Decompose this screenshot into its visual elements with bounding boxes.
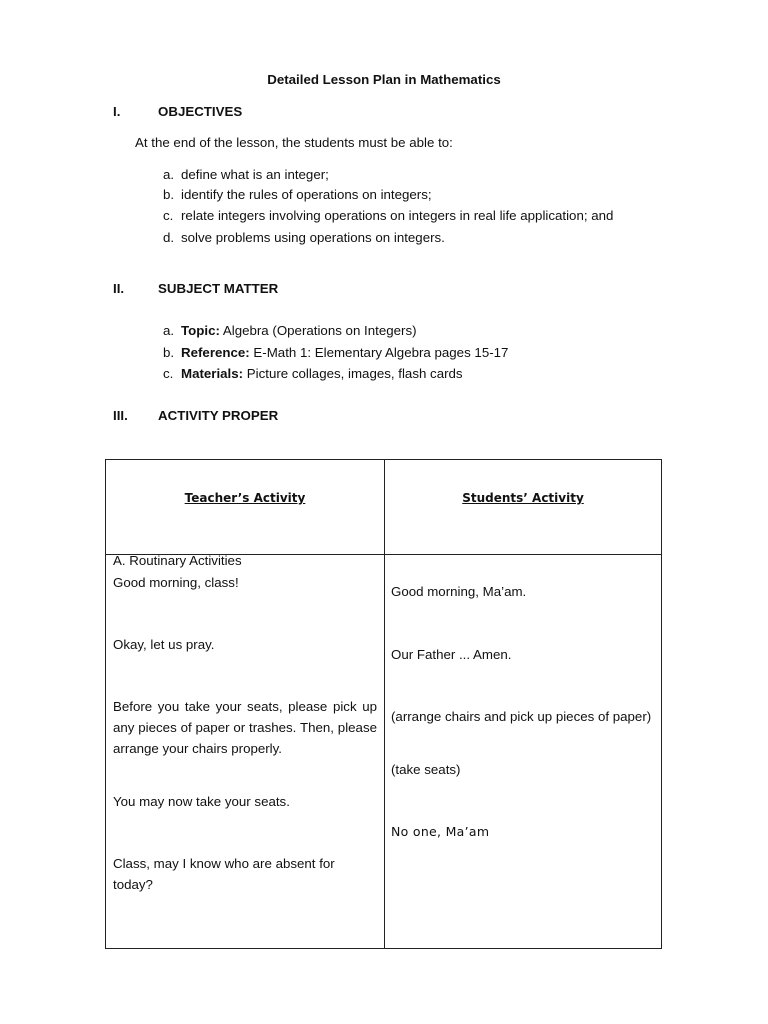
subject-letter: b.: [163, 345, 175, 360]
section-number-activity: III.: [113, 408, 128, 423]
subject-value: Algebra (Operations on Integers): [219, 323, 417, 338]
subject-label: Reference:: [181, 345, 250, 360]
objective-item: identify the rules of operations on integers;: [181, 187, 432, 202]
students-pray: Our Father ... Amen.: [391, 647, 512, 662]
objectives-intro: At the end of the lesson, the students must be able to:: [135, 135, 453, 150]
section-number-objectives: I.: [113, 104, 121, 119]
teacher-greeting: Good morning, class!: [113, 575, 239, 590]
teacher-take-seats: You may now take your seats.: [113, 794, 290, 809]
activity-table: [105, 459, 662, 949]
header-teachers-activity: Teacher’s Activity: [184, 491, 306, 505]
objective-item: solve problems using operations on integers.: [181, 230, 445, 245]
objective-letter: c.: [163, 208, 174, 223]
teacher-pray: Okay, let us pray.: [113, 637, 215, 652]
teacher-seats-instruction: Before you take your seats, please pick up any pieces of paper or trashes. Then, please arrange your chairs properly.: [113, 699, 377, 756]
section-heading-activity: ACTIVITY PROPER: [158, 408, 279, 423]
subject-item-reference: [181, 345, 508, 360]
objective-item: relate integers involving operations on integers in real life application; and: [181, 208, 614, 223]
section-number-subject-matter: II.: [113, 281, 125, 296]
students-greeting: Good morning, Ma’am.: [391, 584, 527, 599]
subject-letter: c.: [163, 366, 174, 381]
teacher-routinary-heading: A. Routinary Activities: [113, 553, 242, 568]
section-heading-objectives: OBJECTIVES: [158, 104, 243, 119]
teacher-absent-question: Class, may I know who are absent for today?: [113, 856, 335, 892]
section-heading-subject-matter: SUBJECT MATTER: [158, 281, 279, 296]
students-absent-answer: No one, Ma’am: [391, 824, 490, 839]
table-column-divider: [384, 460, 385, 948]
subject-label: Topic:: [181, 323, 220, 338]
subject-label: Materials:: [181, 366, 244, 381]
objective-letter: b.: [163, 187, 175, 202]
objective-letter: d.: [163, 230, 175, 245]
subject-value: Picture collages, images, flash cards: [243, 366, 463, 381]
header-students-activity: Students’ Activity: [462, 491, 584, 505]
document-title: Detailed Lesson Plan in Mathematics: [267, 72, 501, 87]
students-take-seats: (take seats): [391, 762, 461, 777]
subject-item-topic: [181, 323, 417, 338]
objective-item: define what is an integer;: [181, 167, 329, 182]
objective-letter: a.: [163, 167, 175, 182]
subject-letter: a.: [163, 323, 175, 338]
students-arrange: (arrange chairs and pick up pieces of paper): [391, 709, 652, 724]
subject-item-materials: [181, 366, 463, 381]
subject-value: E-Math 1: Elementary Algebra pages 15-17: [249, 345, 509, 360]
